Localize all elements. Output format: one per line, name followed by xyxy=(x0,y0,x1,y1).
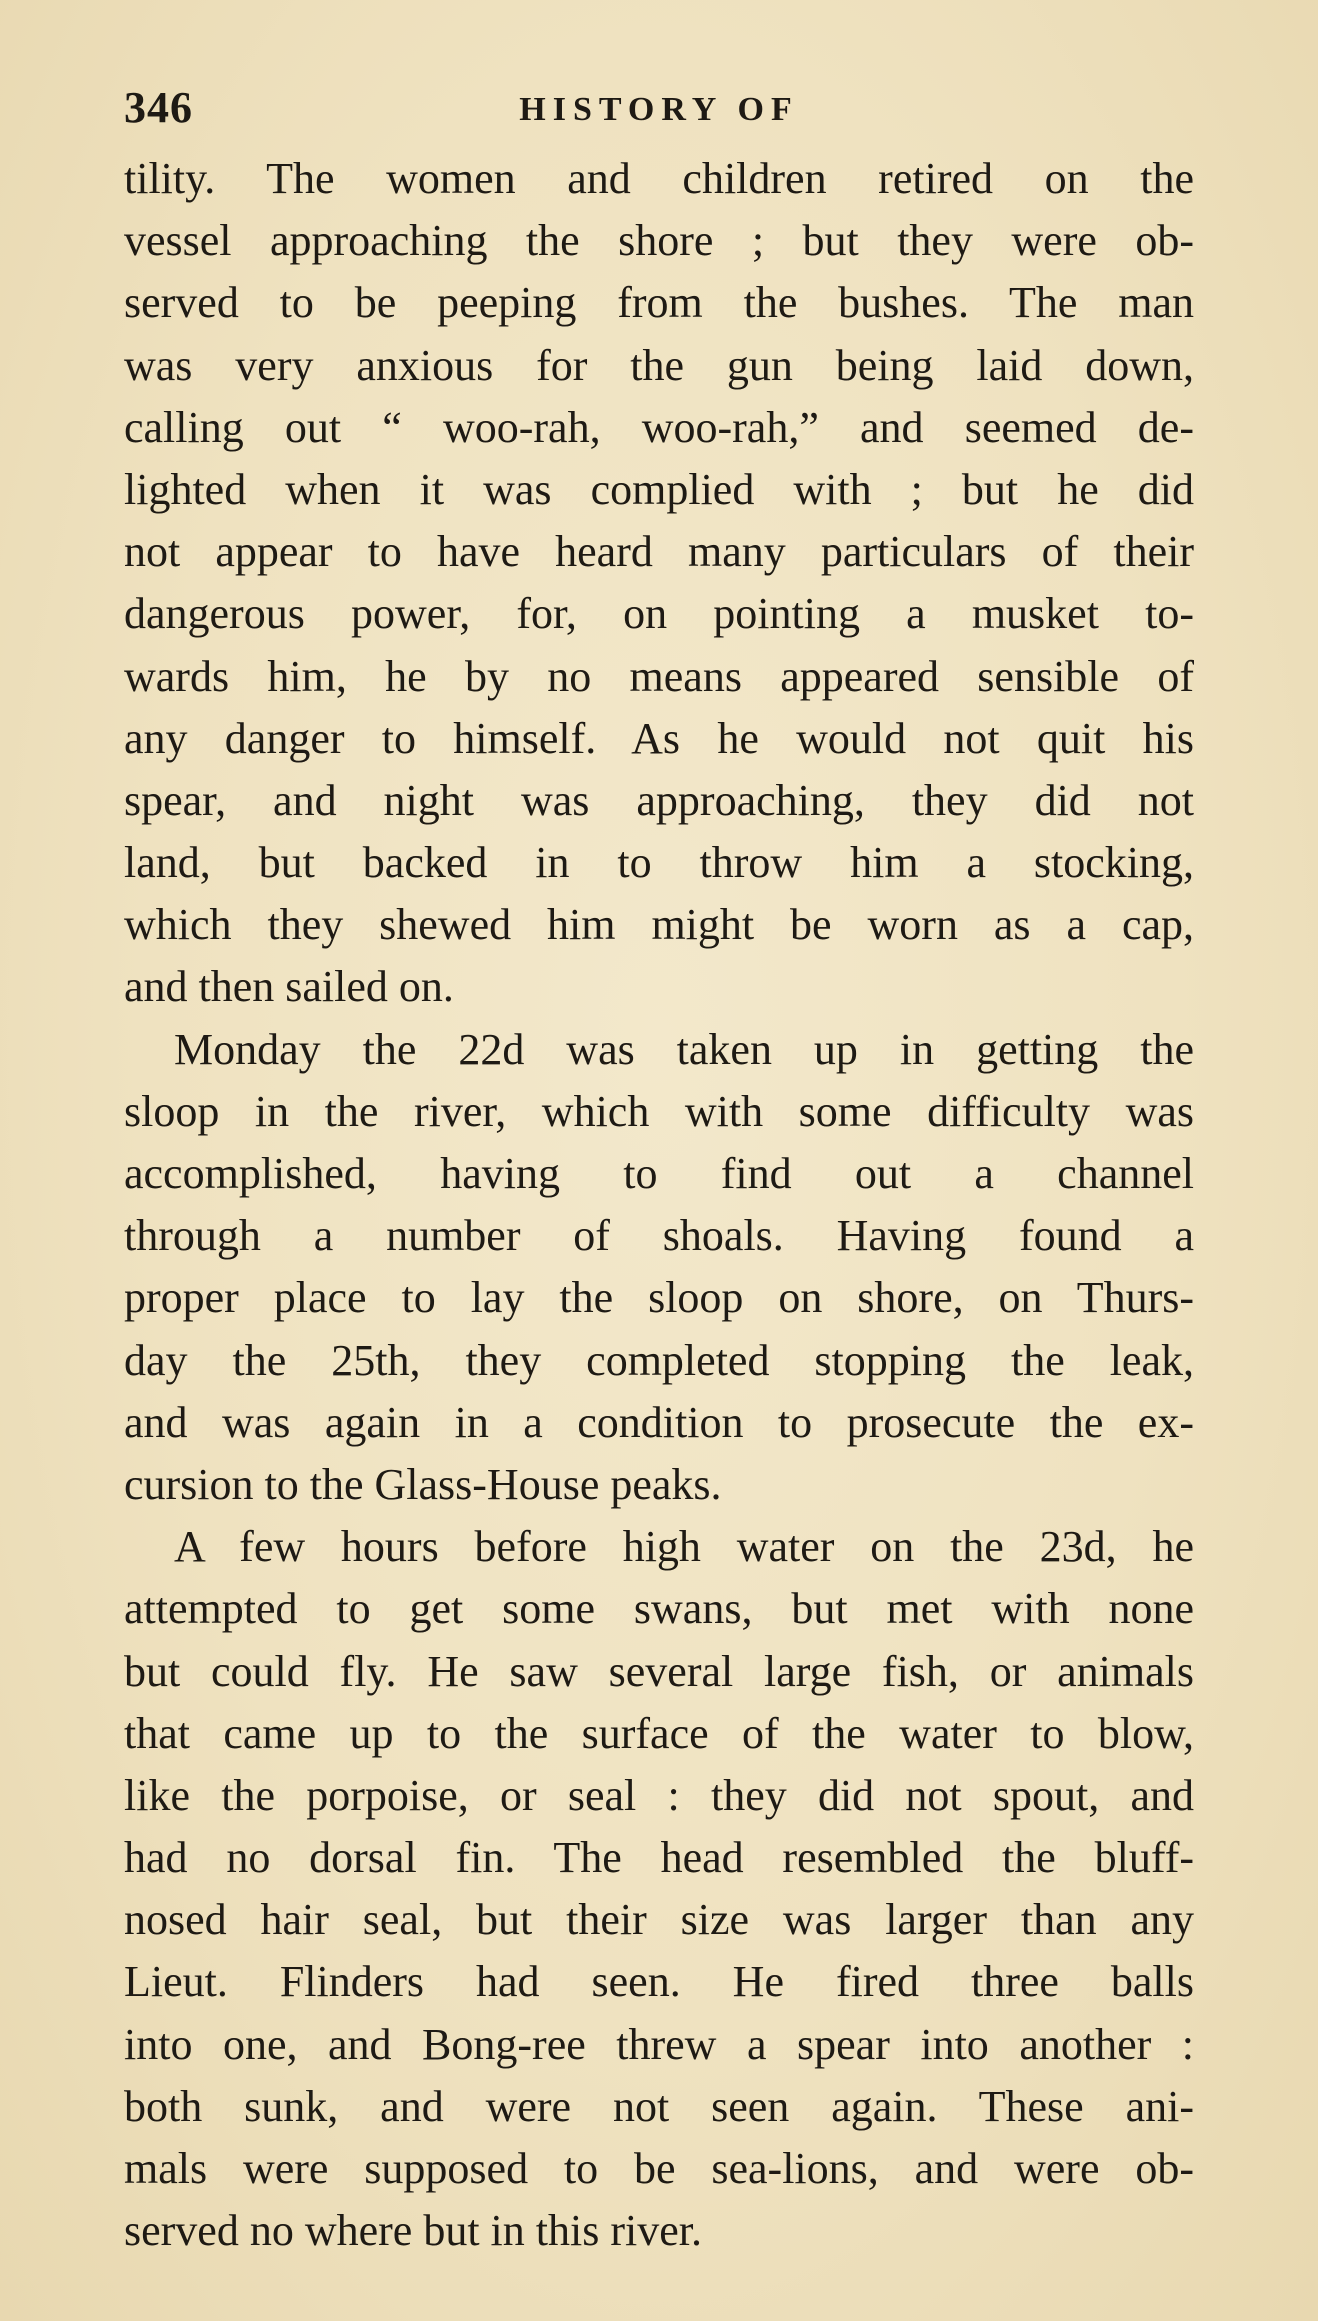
text-line: that came up to the surface of the water to blow, xyxy=(124,1708,1194,1758)
paragraph-end-line: cursion to the Glass-House peaks. xyxy=(124,1459,722,1509)
text-line: tility. The women and children retired on the xyxy=(124,154,1194,203)
text-line: spear, and night was approaching, they did not xyxy=(124,775,1194,825)
text-line: served to be peeping from the bushes. The man xyxy=(124,278,1194,328)
text-line: but could fly. He saw several large fish, or animals xyxy=(124,1646,1194,1696)
text-line: accomplished, having to find out a channel xyxy=(124,1149,1194,1198)
paragraph-start-line: A few hours before high water on the 23d, he xyxy=(174,1522,1194,1572)
text-line: into one, and Bong-ree threw a spear into another : xyxy=(124,2019,1194,2069)
text-line: proper place to lay the sloop on shore, on Thurs- xyxy=(124,1273,1194,1323)
text-line: any danger to himself. As he would not quit his xyxy=(124,713,1194,763)
text-line: both sunk, and were not seen again. These ani- xyxy=(124,2081,1194,2131)
text-line: nosed hair seal, but their size was larger than any xyxy=(124,1895,1194,1945)
page-number: 346 xyxy=(124,83,193,132)
text-line: attempted to get some swans, but met with none xyxy=(124,1584,1194,1634)
text-line: was very anxious for the gun being laid down, xyxy=(124,340,1194,390)
text-line: day the 25th, they completed stopping the leak, xyxy=(124,1335,1194,1385)
text-line: dangerous power, for, on pointing a musket to- xyxy=(124,589,1194,639)
text-line: through a number of shoals. Having found a xyxy=(124,1211,1194,1261)
body-text xyxy=(124,148,1194,2262)
text-line: land, but backed in to throw him a stocking, xyxy=(124,838,1194,888)
text-line: wards him, he by no means appeared sensible of xyxy=(124,651,1194,701)
text-line: had no dorsal fin. The head resembled the bluff- xyxy=(124,1833,1194,1883)
paragraph-end-line: and then sailed on. xyxy=(124,962,454,1012)
text-line: Lieut. Flinders had seen. He fired three balls xyxy=(124,1957,1194,2007)
paragraph-end-line: served no where but in this river. xyxy=(124,2206,702,2256)
text-line: not appear to have heard many particulars of their xyxy=(124,527,1194,577)
text-line: mals were supposed to be sea-lions, and were ob- xyxy=(124,2144,1194,2193)
text-line: lighted when it was complied with ; but he did xyxy=(124,464,1194,514)
running-head: HISTORY OF xyxy=(519,91,799,128)
text-line: like the porpoise, or seal : they did not spout, and xyxy=(124,1770,1194,1820)
text-line: and was again in a condition to prosecute the ex- xyxy=(124,1397,1194,1447)
paragraph-start-line: Monday the 22d was taken up in getting the xyxy=(174,1024,1194,1074)
page-header xyxy=(124,78,1194,138)
text-line: calling out “ woo-rah, woo-rah,” and seemed de- xyxy=(124,402,1194,452)
text-line: which they shewed him might be worn as a cap, xyxy=(124,900,1194,950)
text-line: sloop in the river, which with some difficulty was xyxy=(124,1086,1194,1136)
text-line: vessel approaching the shore ; but they were ob- xyxy=(124,216,1194,266)
